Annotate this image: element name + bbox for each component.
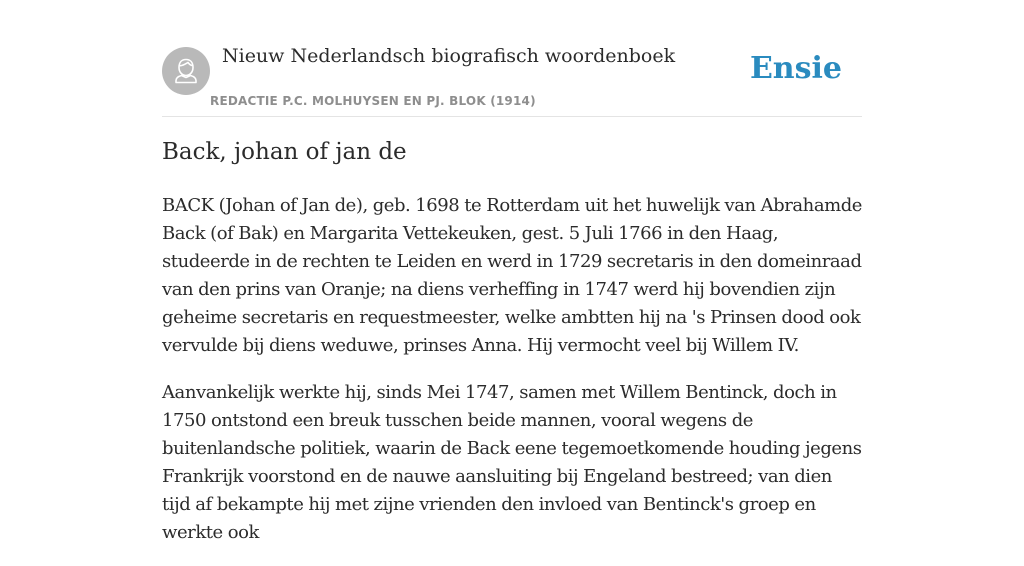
source-editors: REDACTIE P.C. MOLHUYSEN EN PJ. BLOK (1914) xyxy=(210,94,536,108)
source-header xyxy=(162,0,862,117)
content-column xyxy=(162,0,863,543)
ensie-logo[interactable]: Ensie xyxy=(749,51,842,86)
article-body xyxy=(162,192,864,566)
source-title[interactable]: Nieuw Nederlandsch biografisch woordenboek xyxy=(222,45,676,67)
user-silhouette-icon[interactable] xyxy=(162,47,210,95)
entry-title: Back, johan of jan de xyxy=(162,139,407,165)
article-paragraph: BACK (Johan of Jan de), geb. 1698 te Rotterdam uit het huwelijk van Abrahamde Back (of Bak) en Margarita Vettekeuken, gest. 5 Juli 1766 in den Haag, studeerde in de rechten te Leiden en werd in 1729 secretaris in den domeinraad van den prins van Oranje; na diens verheffing in 1747 werd hij bovendien zijn geheime secretaris en requestmeester, welke ambtten hij na 's Prinsen dood ook vervulde bij diens weduwe, prinses Anna. Hij vermocht veel bij Willem IV. xyxy=(162,195,863,356)
article-paragraph: Aanvankelijk werkte hij, sinds Mei 1747, samen met Willem Bentinck, doch in 1750 ontstond een breuk tusschen beide mannen, vooral wegens de buitenlandsche politiek, waarin de Back eene tegemoetkomende houding jegens Frankrijk voorstond en de nauwe aansluiting bij Engeland bestreed; van dien tijd af bekampte hij met zijne vrienden den invloed van Bentinck's groep en werkte ook xyxy=(162,382,862,543)
